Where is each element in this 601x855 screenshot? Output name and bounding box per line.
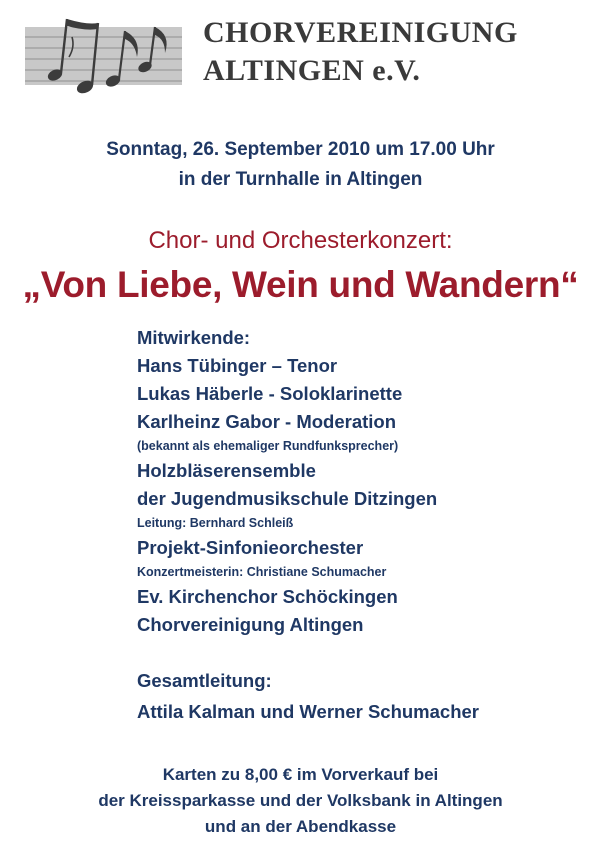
ticket-line-2: der Kreissparkasse und der Volksbank in Altingen xyxy=(98,791,503,810)
organization-name xyxy=(203,14,518,90)
org-name-line-2: ALTINGEN e.V. xyxy=(203,54,421,87)
direction-names: Attila Kalman und Werner Schumacher xyxy=(137,701,479,722)
participant-ensemble-line-1: Holzbläserensemble xyxy=(137,460,316,481)
music-notes-logo-icon xyxy=(25,17,182,99)
event-venue: in der Turnhalle in Altingen xyxy=(178,169,423,190)
ticket-info xyxy=(0,762,601,840)
participant-altingen-choir: Chorvereinigung Altingen xyxy=(137,614,364,635)
participant-tenor: Hans Tübinger – Tenor xyxy=(137,355,338,376)
participant-ensemble-line-2: der Jugendmusikschule Ditzingen xyxy=(137,488,438,509)
org-name-line-1: CHORVEREINIGUNG xyxy=(203,16,518,49)
participant-ensemble-note: Leitung: Bernhard Schleiß xyxy=(137,516,294,530)
concert-title: „Von Liebe, Wein und Wandern“ xyxy=(22,264,579,305)
participant-church-choir: Ev. Kirchenchor Schöckingen xyxy=(137,586,398,607)
participant-orchestra-note: Konzertmeisterin: Christiane Schumacher xyxy=(137,565,387,579)
participant-moderation-note: (bekannt als ehemaliger Rundfunksprecher) xyxy=(137,439,399,453)
direction-heading: Gesamtleitung: xyxy=(137,670,272,691)
participant-moderation: Karlheinz Gabor - Moderation xyxy=(137,411,397,432)
participant-orchestra: Projekt-Sinfonieorchester xyxy=(137,537,364,558)
ticket-line-1: Karten zu 8,00 € im Vorverkauf bei xyxy=(162,765,439,784)
event-date: Sonntag, 26. September 2010 um 17.00 Uhr xyxy=(106,139,495,160)
participants-heading: Mitwirkende: xyxy=(137,327,251,348)
participant-clarinet: Lukas Häberle - Soloklarinette xyxy=(137,383,403,404)
concert-subtitle: Chor- und Orchesterkonzert: xyxy=(148,227,453,254)
event-info xyxy=(0,135,601,195)
ticket-line-3: und an der Abendkasse xyxy=(204,817,397,836)
participants-list xyxy=(137,324,479,726)
